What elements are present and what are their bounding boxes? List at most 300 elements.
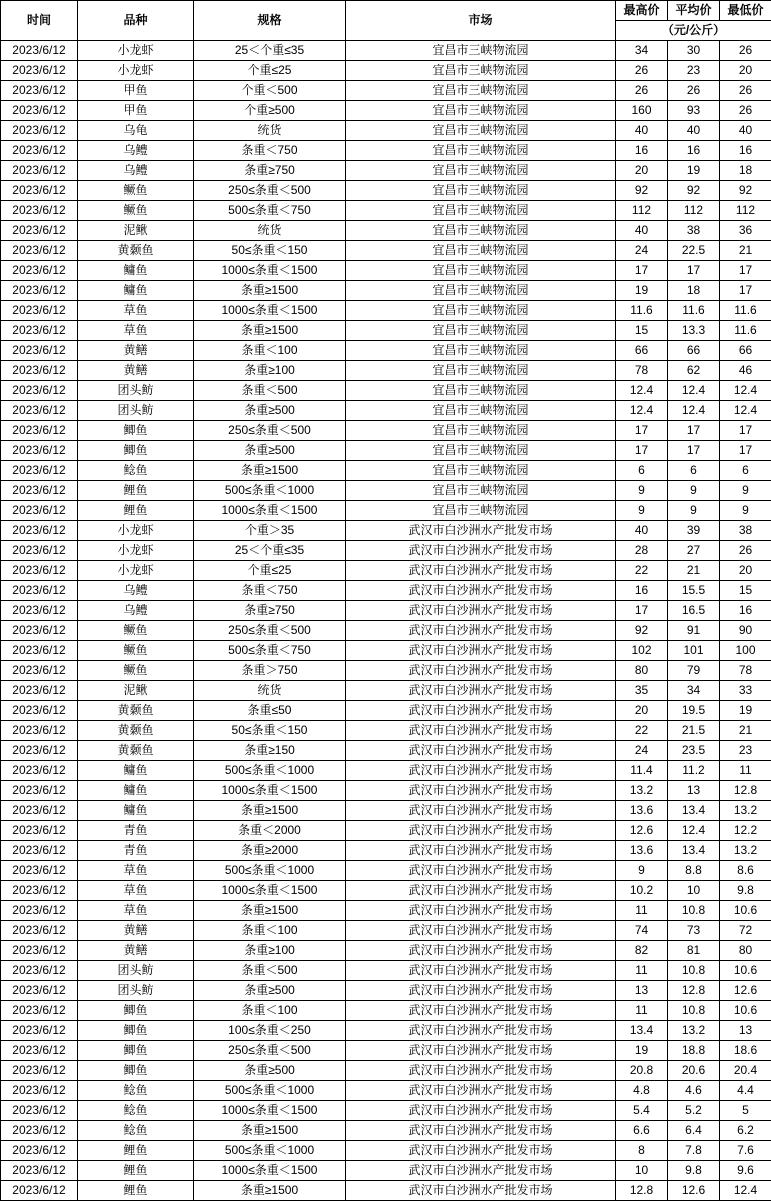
cell-average-price: 16 <box>668 141 720 161</box>
cell-time: 2023/6/12 <box>1 121 78 141</box>
cell-spec: 500≤条重＜750 <box>194 201 346 221</box>
cell-lowest-price: 13.2 <box>720 801 771 821</box>
cell-highest-price: 16 <box>616 581 668 601</box>
cell-average-price: 21.5 <box>668 721 720 741</box>
cell-market: 武汉市白沙洲水产批发市场 <box>346 641 616 661</box>
table-row <box>1 661 771 681</box>
cell-market: 武汉市白沙洲水产批发市场 <box>346 581 616 601</box>
cell-average-price: 19.5 <box>668 701 720 721</box>
cell-lowest-price: 17 <box>720 441 771 461</box>
cell-average-price: 13.4 <box>668 841 720 861</box>
cell-highest-price: 9 <box>616 501 668 521</box>
cell-average-price: 7.8 <box>668 1141 720 1161</box>
column-header-average-price: 平均价 <box>668 1 720 21</box>
cell-spec: 条重≥1500 <box>194 461 346 481</box>
cell-market: 宜昌市三峡物流园 <box>346 81 616 101</box>
table-row <box>1 441 771 461</box>
cell-time: 2023/6/12 <box>1 181 78 201</box>
cell-time: 2023/6/12 <box>1 361 78 381</box>
cell-spec: 条重≥1500 <box>194 321 346 341</box>
table-row <box>1 241 771 261</box>
cell-highest-price: 13.6 <box>616 841 668 861</box>
cell-market: 武汉市白沙洲水产批发市场 <box>346 781 616 801</box>
table-row <box>1 841 771 861</box>
cell-kind: 黄鳝 <box>78 921 194 941</box>
cell-lowest-price: 10.6 <box>720 1001 771 1021</box>
cell-highest-price: 9 <box>616 861 668 881</box>
cell-kind: 鲶鱼 <box>78 1081 194 1101</box>
column-header-kind: 品种 <box>78 1 194 41</box>
table-row <box>1 641 771 661</box>
cell-spec: 个重≥500 <box>194 101 346 121</box>
cell-spec: 1000≤条重＜1500 <box>194 781 346 801</box>
cell-market: 武汉市白沙洲水产批发市场 <box>346 841 616 861</box>
cell-spec: 条重＜100 <box>194 341 346 361</box>
cell-lowest-price: 6.2 <box>720 1121 771 1141</box>
table-row <box>1 1061 771 1081</box>
cell-market: 宜昌市三峡物流园 <box>346 401 616 421</box>
cell-lowest-price: 46 <box>720 361 771 381</box>
cell-market: 武汉市白沙洲水产批发市场 <box>346 1101 616 1121</box>
cell-spec: 100≤条重＜250 <box>194 1021 346 1041</box>
cell-spec: 25＜个重≤35 <box>194 41 346 61</box>
cell-lowest-price: 21 <box>720 241 771 261</box>
cell-kind: 鲫鱼 <box>78 1001 194 1021</box>
table-row <box>1 621 771 641</box>
cell-highest-price: 20 <box>616 161 668 181</box>
cell-average-price: 12.4 <box>668 821 720 841</box>
cell-highest-price: 92 <box>616 621 668 641</box>
cell-kind: 乌鳢 <box>78 581 194 601</box>
cell-highest-price: 13 <box>616 981 668 1001</box>
table-row <box>1 901 771 921</box>
cell-average-price: 26 <box>668 81 720 101</box>
cell-kind: 甲鱼 <box>78 101 194 121</box>
cell-time: 2023/6/12 <box>1 241 78 261</box>
cell-time: 2023/6/12 <box>1 661 78 681</box>
cell-highest-price: 40 <box>616 221 668 241</box>
cell-average-price: 18 <box>668 281 720 301</box>
cell-highest-price: 16 <box>616 141 668 161</box>
column-header-time: 时间 <box>1 1 78 41</box>
cell-time: 2023/6/12 <box>1 1041 78 1061</box>
cell-highest-price: 28 <box>616 541 668 561</box>
cell-kind: 鳜鱼 <box>78 641 194 661</box>
cell-lowest-price: 12.4 <box>720 381 771 401</box>
cell-kind: 甲鱼 <box>78 81 194 101</box>
cell-average-price: 101 <box>668 641 720 661</box>
cell-kind: 黄颡鱼 <box>78 701 194 721</box>
header-row-main <box>1 1 771 21</box>
cell-lowest-price: 20.4 <box>720 1061 771 1081</box>
cell-lowest-price: 12.2 <box>720 821 771 841</box>
cell-average-price: 10.8 <box>668 1001 720 1021</box>
cell-spec: 1000≤条重＜1500 <box>194 261 346 281</box>
cell-lowest-price: 78 <box>720 661 771 681</box>
cell-highest-price: 26 <box>616 61 668 81</box>
cell-spec: 个重＞35 <box>194 521 346 541</box>
cell-kind: 草鱼 <box>78 861 194 881</box>
cell-average-price: 13 <box>668 781 720 801</box>
cell-kind: 乌鳢 <box>78 161 194 181</box>
cell-market: 武汉市白沙洲水产批发市场 <box>346 721 616 741</box>
cell-highest-price: 11 <box>616 901 668 921</box>
cell-time: 2023/6/12 <box>1 221 78 241</box>
cell-spec: 统货 <box>194 681 346 701</box>
cell-average-price: 62 <box>668 361 720 381</box>
cell-highest-price: 11.4 <box>616 761 668 781</box>
cell-highest-price: 26 <box>616 81 668 101</box>
table-row <box>1 961 771 981</box>
cell-average-price: 22.5 <box>668 241 720 261</box>
cell-kind: 小龙虾 <box>78 521 194 541</box>
cell-kind: 泥鳅 <box>78 221 194 241</box>
cell-time: 2023/6/12 <box>1 321 78 341</box>
cell-market: 武汉市白沙洲水产批发市场 <box>346 741 616 761</box>
cell-highest-price: 102 <box>616 641 668 661</box>
cell-average-price: 73 <box>668 921 720 941</box>
table-row <box>1 481 771 501</box>
cell-kind: 泥鳅 <box>78 681 194 701</box>
cell-market: 宜昌市三峡物流园 <box>346 341 616 361</box>
cell-time: 2023/6/12 <box>1 781 78 801</box>
table-row <box>1 361 771 381</box>
cell-lowest-price: 6 <box>720 461 771 481</box>
column-header-lowest-price: 最低价 <box>720 1 771 21</box>
cell-market: 武汉市白沙洲水产批发市场 <box>346 881 616 901</box>
cell-spec: 条重＜100 <box>194 921 346 941</box>
cell-average-price: 12.4 <box>668 401 720 421</box>
cell-highest-price: 74 <box>616 921 668 941</box>
table-row <box>1 761 771 781</box>
cell-market: 武汉市白沙洲水产批发市场 <box>346 941 616 961</box>
cell-time: 2023/6/12 <box>1 541 78 561</box>
cell-highest-price: 12.4 <box>616 381 668 401</box>
cell-highest-price: 17 <box>616 441 668 461</box>
cell-lowest-price: 9 <box>720 481 771 501</box>
table-row <box>1 1181 771 1201</box>
cell-lowest-price: 66 <box>720 341 771 361</box>
cell-spec: 统货 <box>194 121 346 141</box>
cell-market: 武汉市白沙洲水产批发市场 <box>346 601 616 621</box>
cell-average-price: 4.6 <box>668 1081 720 1101</box>
cell-spec: 统货 <box>194 221 346 241</box>
table-row <box>1 61 771 81</box>
cell-average-price: 16.5 <box>668 601 720 621</box>
table-row <box>1 861 771 881</box>
cell-market: 武汉市白沙洲水产批发市场 <box>346 921 616 941</box>
cell-time: 2023/6/12 <box>1 141 78 161</box>
cell-market: 武汉市白沙洲水产批发市场 <box>346 861 616 881</box>
table-row <box>1 821 771 841</box>
cell-time: 2023/6/12 <box>1 981 78 1001</box>
cell-kind: 草鱼 <box>78 881 194 901</box>
cell-average-price: 112 <box>668 201 720 221</box>
cell-market: 宜昌市三峡物流园 <box>346 201 616 221</box>
cell-time: 2023/6/12 <box>1 681 78 701</box>
cell-market: 武汉市白沙洲水产批发市场 <box>346 521 616 541</box>
cell-time: 2023/6/12 <box>1 1101 78 1121</box>
cell-kind: 鳜鱼 <box>78 201 194 221</box>
cell-highest-price: 15 <box>616 321 668 341</box>
cell-highest-price: 80 <box>616 661 668 681</box>
table-row <box>1 381 771 401</box>
table-row <box>1 41 771 61</box>
cell-spec: 条重≥100 <box>194 361 346 381</box>
cell-highest-price: 17 <box>616 261 668 281</box>
cell-time: 2023/6/12 <box>1 261 78 281</box>
cell-time: 2023/6/12 <box>1 841 78 861</box>
cell-spec: 条重≤50 <box>194 701 346 721</box>
cell-kind: 鲤鱼 <box>78 1181 194 1201</box>
table-row <box>1 341 771 361</box>
cell-average-price: 15.5 <box>668 581 720 601</box>
cell-time: 2023/6/12 <box>1 41 78 61</box>
cell-market: 宜昌市三峡物流园 <box>346 161 616 181</box>
cell-highest-price: 17 <box>616 421 668 441</box>
cell-time: 2023/6/12 <box>1 1141 78 1161</box>
cell-kind: 鲶鱼 <box>78 461 194 481</box>
cell-market: 武汉市白沙洲水产批发市场 <box>346 1141 616 1161</box>
cell-average-price: 9.8 <box>668 1161 720 1181</box>
cell-highest-price: 82 <box>616 941 668 961</box>
cell-average-price: 79 <box>668 661 720 681</box>
cell-time: 2023/6/12 <box>1 441 78 461</box>
cell-market: 武汉市白沙洲水产批发市场 <box>346 801 616 821</box>
cell-highest-price: 11.6 <box>616 301 668 321</box>
cell-market: 武汉市白沙洲水产批发市场 <box>346 1001 616 1021</box>
cell-kind: 小龙虾 <box>78 541 194 561</box>
cell-average-price: 39 <box>668 521 720 541</box>
cell-market: 武汉市白沙洲水产批发市场 <box>346 621 616 641</box>
cell-spec: 条重＜750 <box>194 141 346 161</box>
cell-average-price: 10.8 <box>668 901 720 921</box>
cell-average-price: 91 <box>668 621 720 641</box>
cell-time: 2023/6/12 <box>1 1161 78 1181</box>
cell-spec: 50≤条重＜150 <box>194 241 346 261</box>
cell-lowest-price: 92 <box>720 181 771 201</box>
cell-lowest-price: 26 <box>720 41 771 61</box>
cell-highest-price: 13.4 <box>616 1021 668 1041</box>
cell-spec: 50≤条重＜150 <box>194 721 346 741</box>
cell-lowest-price: 17 <box>720 261 771 281</box>
cell-kind: 鲶鱼 <box>78 1121 194 1141</box>
cell-lowest-price: 17 <box>720 421 771 441</box>
cell-time: 2023/6/12 <box>1 621 78 641</box>
table-row <box>1 1121 771 1141</box>
column-header-market: 市场 <box>346 1 616 41</box>
cell-market: 武汉市白沙洲水产批发市场 <box>346 1041 616 1061</box>
cell-lowest-price: 20 <box>720 561 771 581</box>
cell-spec: 500≤条重＜1000 <box>194 1141 346 1161</box>
cell-highest-price: 112 <box>616 201 668 221</box>
cell-time: 2023/6/12 <box>1 761 78 781</box>
cell-average-price: 12.6 <box>668 1181 720 1201</box>
table-row <box>1 601 771 621</box>
cell-spec: 条重＞750 <box>194 661 346 681</box>
table-row <box>1 981 771 1001</box>
cell-kind: 草鱼 <box>78 321 194 341</box>
cell-time: 2023/6/12 <box>1 461 78 481</box>
cell-highest-price: 13.6 <box>616 801 668 821</box>
cell-average-price: 23.5 <box>668 741 720 761</box>
cell-lowest-price: 90 <box>720 621 771 641</box>
cell-lowest-price: 12.8 <box>720 781 771 801</box>
cell-time: 2023/6/12 <box>1 721 78 741</box>
cell-lowest-price: 26 <box>720 101 771 121</box>
cell-market: 宜昌市三峡物流园 <box>346 301 616 321</box>
cell-kind: 团头鲂 <box>78 381 194 401</box>
table-row <box>1 201 771 221</box>
cell-time: 2023/6/12 <box>1 641 78 661</box>
table-row <box>1 561 771 581</box>
cell-highest-price: 8 <box>616 1141 668 1161</box>
cell-market: 武汉市白沙洲水产批发市场 <box>346 1081 616 1101</box>
cell-highest-price: 19 <box>616 281 668 301</box>
cell-spec: 条重≥1500 <box>194 281 346 301</box>
table-row <box>1 281 771 301</box>
cell-highest-price: 4.8 <box>616 1081 668 1101</box>
cell-highest-price: 5.4 <box>616 1101 668 1121</box>
table-row <box>1 721 771 741</box>
cell-highest-price: 92 <box>616 181 668 201</box>
table-row <box>1 801 771 821</box>
cell-average-price: 17 <box>668 441 720 461</box>
cell-highest-price: 9 <box>616 481 668 501</box>
cell-spec: 1000≤条重＜1500 <box>194 1161 346 1181</box>
cell-market: 宜昌市三峡物流园 <box>346 281 616 301</box>
cell-kind: 黄鳝 <box>78 361 194 381</box>
cell-kind: 鳜鱼 <box>78 181 194 201</box>
cell-average-price: 6.4 <box>668 1121 720 1141</box>
cell-kind: 鳙鱼 <box>78 781 194 801</box>
table-row <box>1 1021 771 1041</box>
cell-lowest-price: 11.6 <box>720 301 771 321</box>
table-row <box>1 1101 771 1121</box>
cell-lowest-price: 80 <box>720 941 771 961</box>
table-row <box>1 261 771 281</box>
cell-time: 2023/6/12 <box>1 381 78 401</box>
cell-market: 宜昌市三峡物流园 <box>346 61 616 81</box>
cell-average-price: 18.8 <box>668 1041 720 1061</box>
table-row <box>1 301 771 321</box>
cell-market: 宜昌市三峡物流园 <box>346 41 616 61</box>
cell-spec: 条重＜500 <box>194 961 346 981</box>
cell-spec: 条重＜100 <box>194 1001 346 1021</box>
cell-kind: 鲫鱼 <box>78 441 194 461</box>
cell-spec: 条重＜2000 <box>194 821 346 841</box>
cell-average-price: 5.2 <box>668 1101 720 1121</box>
cell-lowest-price: 11 <box>720 761 771 781</box>
cell-spec: 条重≥1500 <box>194 901 346 921</box>
cell-highest-price: 11 <box>616 961 668 981</box>
cell-highest-price: 34 <box>616 41 668 61</box>
cell-lowest-price: 10.6 <box>720 901 771 921</box>
table-row <box>1 701 771 721</box>
table-row <box>1 681 771 701</box>
cell-highest-price: 20.8 <box>616 1061 668 1081</box>
table-row <box>1 321 771 341</box>
table-row <box>1 161 771 181</box>
cell-average-price: 17 <box>668 421 720 441</box>
cell-highest-price: 22 <box>616 561 668 581</box>
cell-average-price: 10.8 <box>668 961 720 981</box>
cell-lowest-price: 100 <box>720 641 771 661</box>
cell-market: 宜昌市三峡物流园 <box>346 441 616 461</box>
cell-highest-price: 20 <box>616 701 668 721</box>
cell-average-price: 23 <box>668 61 720 81</box>
cell-market: 宜昌市三峡物流园 <box>346 261 616 281</box>
cell-time: 2023/6/12 <box>1 1181 78 1201</box>
table-row <box>1 1141 771 1161</box>
cell-highest-price: 12.4 <box>616 401 668 421</box>
cell-lowest-price: 33 <box>720 681 771 701</box>
cell-lowest-price: 18 <box>720 161 771 181</box>
cell-time: 2023/6/12 <box>1 501 78 521</box>
cell-kind: 黄颡鱼 <box>78 741 194 761</box>
cell-time: 2023/6/12 <box>1 921 78 941</box>
cell-average-price: 34 <box>668 681 720 701</box>
cell-lowest-price: 9 <box>720 501 771 521</box>
cell-time: 2023/6/12 <box>1 601 78 621</box>
table-row <box>1 221 771 241</box>
cell-kind: 鳜鱼 <box>78 661 194 681</box>
table-row <box>1 1081 771 1101</box>
cell-kind: 鲤鱼 <box>78 1141 194 1161</box>
cell-kind: 黄鳝 <box>78 341 194 361</box>
cell-market: 宜昌市三峡物流园 <box>346 121 616 141</box>
cell-lowest-price: 23 <box>720 741 771 761</box>
table-row <box>1 541 771 561</box>
cell-market: 宜昌市三峡物流园 <box>346 361 616 381</box>
cell-lowest-price: 72 <box>720 921 771 941</box>
table-row <box>1 461 771 481</box>
cell-kind: 鳙鱼 <box>78 801 194 821</box>
cell-lowest-price: 20 <box>720 61 771 81</box>
cell-market: 武汉市白沙洲水产批发市场 <box>346 821 616 841</box>
cell-spec: 条重≥1500 <box>194 801 346 821</box>
cell-spec: 条重≥500 <box>194 981 346 1001</box>
cell-lowest-price: 4.4 <box>720 1081 771 1101</box>
cell-time: 2023/6/12 <box>1 561 78 581</box>
cell-market: 武汉市白沙洲水产批发市场 <box>346 561 616 581</box>
cell-lowest-price: 26 <box>720 81 771 101</box>
cell-lowest-price: 40 <box>720 121 771 141</box>
cell-average-price: 27 <box>668 541 720 561</box>
cell-average-price: 11.6 <box>668 301 720 321</box>
cell-market: 宜昌市三峡物流园 <box>346 141 616 161</box>
table-row <box>1 501 771 521</box>
cell-average-price: 19 <box>668 161 720 181</box>
cell-kind: 鲤鱼 <box>78 481 194 501</box>
cell-kind: 鳙鱼 <box>78 281 194 301</box>
cell-spec: 条重≥1500 <box>194 1181 346 1201</box>
cell-time: 2023/6/12 <box>1 741 78 761</box>
cell-highest-price: 17 <box>616 601 668 621</box>
cell-lowest-price: 13 <box>720 1021 771 1041</box>
cell-lowest-price: 8.6 <box>720 861 771 881</box>
cell-highest-price: 12.6 <box>616 821 668 841</box>
cell-kind: 团头鲂 <box>78 401 194 421</box>
cell-spec: 1000≤条重＜1500 <box>194 1101 346 1121</box>
cell-average-price: 13.4 <box>668 801 720 821</box>
cell-spec: 条重≥150 <box>194 741 346 761</box>
cell-time: 2023/6/12 <box>1 961 78 981</box>
cell-average-price: 6 <box>668 461 720 481</box>
cell-time: 2023/6/12 <box>1 1021 78 1041</box>
cell-market: 武汉市白沙洲水产批发市场 <box>346 681 616 701</box>
cell-average-price: 30 <box>668 41 720 61</box>
